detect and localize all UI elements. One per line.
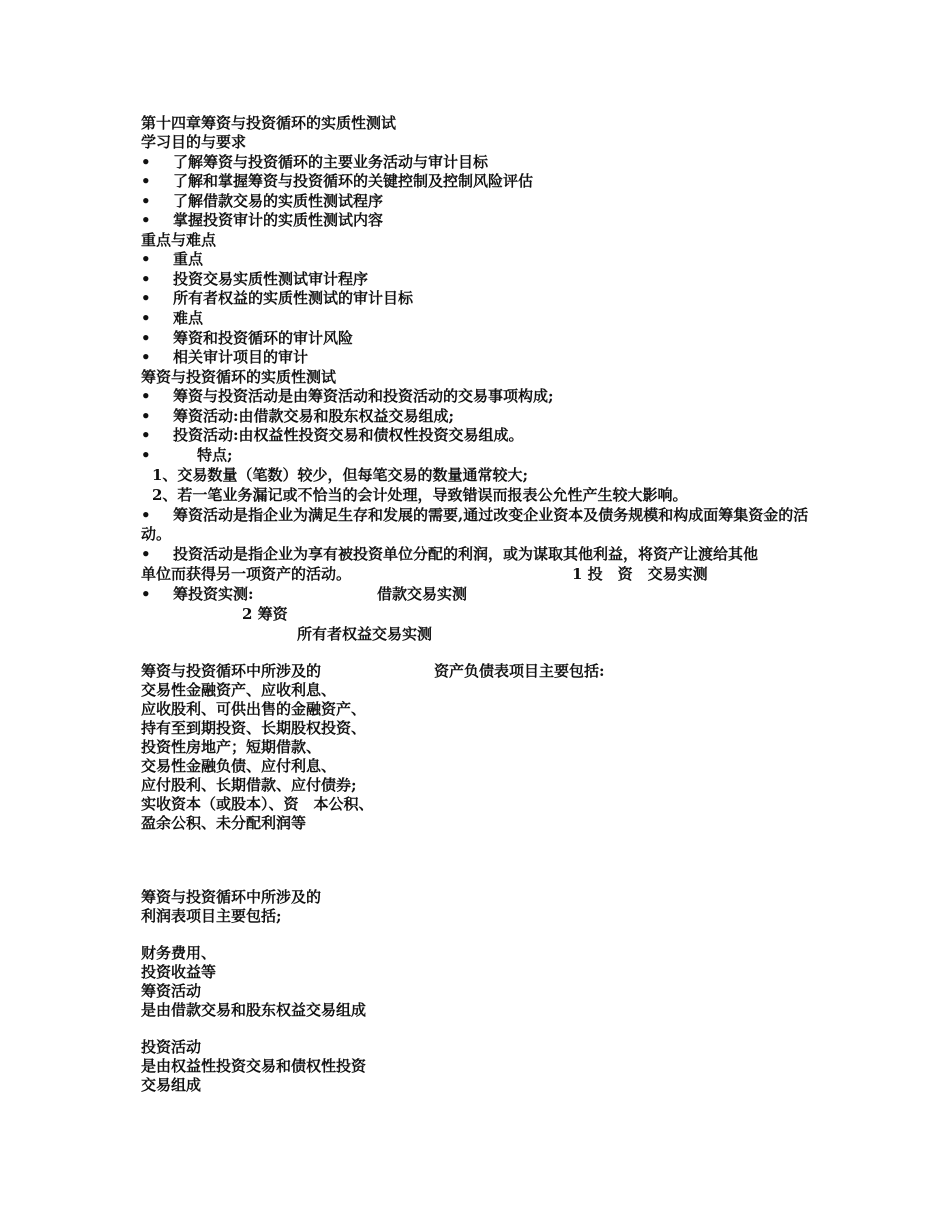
bullet: • xyxy=(141,426,151,444)
section-heading: 筹资与投资循环的实质性测试 xyxy=(141,368,337,386)
feature-item: 1、交易数量（笔数）较少，但每笔交易的数量通常较大; xyxy=(152,466,528,484)
objective-item: 了解筹资与投资循环的主要业务活动与审计目标 xyxy=(173,153,489,171)
income-line: 利润表项目主要包括; xyxy=(141,907,282,925)
section-item: 筹资活动:由借款交易和股东权益交易组成; xyxy=(173,407,455,425)
bullet: • xyxy=(141,585,151,603)
objective-item: 掌握投资审计的实质性测试内容 xyxy=(173,211,384,229)
tests-label: 筹投资实测: xyxy=(173,585,254,603)
bullet: • xyxy=(141,309,151,327)
test-financing: 2 筹资 xyxy=(242,605,288,623)
bullet: • xyxy=(141,348,151,366)
balance-line: 交易性金融负债、应付利息、 xyxy=(141,757,337,775)
feature-item: 2、若一笔业务漏记或不恰当的会计处理，导致错误而报表公允性产生较大影响。 xyxy=(152,486,688,504)
features-label: 特点; xyxy=(197,446,233,464)
income-line: 是由权益性投资交易和债权性投资 xyxy=(141,1057,367,1075)
balance-line: 交易性金融资产、应收利息、 xyxy=(141,681,337,699)
bullet: • xyxy=(141,329,151,347)
bullet: • xyxy=(141,506,151,524)
income-line: 是由借款交易和股东权益交易组成 xyxy=(141,1001,367,1019)
bullet: • xyxy=(141,172,151,190)
balance-line: 应收股利、可供出售的金融资产、 xyxy=(141,700,367,718)
key-point-item: 所有者权益的实质性测试的审计目标 xyxy=(173,289,414,307)
test-loan: 借款交易实测 xyxy=(377,585,468,603)
investing-definition-line1: 投资活动是指企业为享有被投资单位分配的利润，或为谋取其他利益，将资产让渡给其他 xyxy=(173,545,759,563)
test-investment: 1 投 资 交易实测 xyxy=(572,565,708,583)
key-point-item: 筹资和投资循环的审计风险 xyxy=(173,329,354,347)
income-line: 财务费用、 xyxy=(141,944,217,962)
bullet: • xyxy=(141,270,151,288)
bullet: • xyxy=(141,545,151,563)
section-item: 投资活动:由权益性投资交易和债权性投资交易组成。 xyxy=(173,426,524,444)
bullet: • xyxy=(141,211,151,229)
income-line: 交易组成 xyxy=(141,1076,202,1094)
income-line: 筹资与投资循环中所涉及的 xyxy=(141,888,322,906)
section-item: 筹资与投资活动是由筹资活动和投资活动的交易事项构成; xyxy=(173,387,554,405)
bullet: • xyxy=(141,407,151,425)
key-point-item: 重点 xyxy=(173,250,204,268)
key-point-item: 投资交易实质性测试审计程序 xyxy=(173,270,369,288)
bullet: • xyxy=(141,446,151,464)
investing-definition-line2: 单位而获得另一项资产的活动。 xyxy=(141,565,352,583)
objectives-heading: 学习目的与要求 xyxy=(141,133,247,151)
key-points-heading: 重点与难点 xyxy=(141,231,217,249)
balance-line: 应付股利、长期借款、应付债券; xyxy=(141,776,357,794)
bullet: • xyxy=(141,250,151,268)
document-title: 第十四章筹资与投资循环的实质性测试 xyxy=(141,114,397,132)
balance-lead: 筹资与投资循环中所涉及的 xyxy=(141,662,322,680)
key-point-item: 难点 xyxy=(173,309,204,327)
balance-line: 实收资本（或股本）、资 本公积、 xyxy=(141,795,374,813)
objective-item: 了解借款交易的实质性测试程序 xyxy=(173,192,384,210)
test-equity: 所有者权益交易实测 xyxy=(297,625,433,643)
balance-lead-2: 资产负债表项目主要包括: xyxy=(434,662,605,680)
key-point-item: 相关审计项目的审计 xyxy=(173,348,309,366)
bullet: • xyxy=(141,289,151,307)
balance-line: 投资性房地产；短期借款、 xyxy=(141,738,322,756)
balance-line: 盈余公积、未分配利润等 xyxy=(141,814,307,832)
objective-item: 了解和掌握筹资与投资循环的关键控制及控制风险评估 xyxy=(173,172,534,190)
balance-line: 持有至到期投资、长期股权投资、 xyxy=(141,719,367,737)
bullet: • xyxy=(141,192,151,210)
financing-definition: 筹资活动是指企业为满足生存和发展的需要,通过改变企业资本及债务规模和构成面筹集资金的活动。 xyxy=(141,506,809,543)
income-line: 筹资活动 xyxy=(141,982,202,1000)
bullet: • xyxy=(141,387,151,405)
bullet: • xyxy=(141,153,151,171)
income-line: 投资活动 xyxy=(141,1038,202,1056)
income-line: 投资收益等 xyxy=(141,963,217,981)
